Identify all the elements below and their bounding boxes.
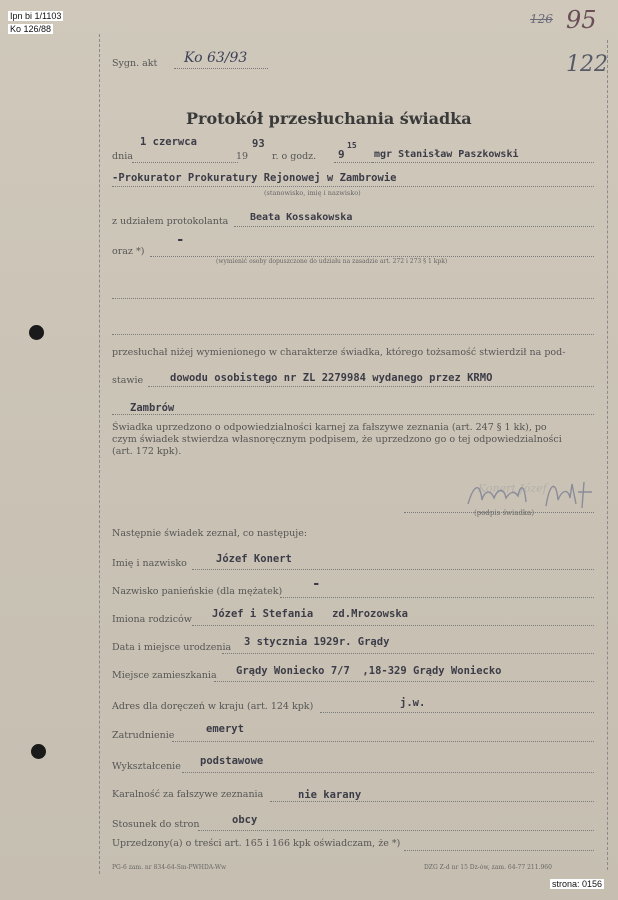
- signature-text: Konert Józef: [478, 482, 547, 495]
- field-label: Stosunek do stron: [112, 819, 200, 830]
- others-line: [150, 256, 594, 257]
- officer-role: -Prokurator Prokuratury Rejonowej w Zambrowie: [112, 172, 397, 184]
- field-line: [320, 712, 594, 713]
- officer-caption: (stanowisko, imię i nazwisko): [264, 189, 361, 197]
- field-value: podstawowe: [200, 755, 264, 767]
- field-label: Adres dla doręczeń w kraju (art. 124 kpk): [112, 701, 314, 712]
- field-value: j.w.: [400, 697, 426, 709]
- day-label: dnia: [112, 151, 133, 162]
- field-label: Nazwisko panieńskie (dla mężatek): [112, 586, 283, 597]
- basis-value: dowodu osobistego nr ZL 2279984 wydanego przez KRMO: [170, 372, 493, 384]
- field-label: Miejsce zamieszkania: [112, 670, 217, 681]
- right-margin-line: [607, 40, 608, 870]
- clerk-line: [234, 226, 594, 227]
- form-code-right: DZG Z-d nr 15 Dz-ów, zam. 64-77 211.960: [424, 864, 552, 871]
- year-value: 93: [252, 138, 265, 150]
- field-value: nie karany: [298, 789, 362, 801]
- field-label: Imię i nazwisko: [112, 558, 187, 569]
- field-label: Data i miejsce urodzenia: [112, 642, 232, 653]
- blank-line-2: [112, 334, 594, 335]
- identity-text: przesłuchał niżej wymienionego w charakterze świadka, którego tożsamość stwierdził na pod-: [112, 347, 566, 358]
- others-caption: (wymienić osoby dopuszczone do udziału na zasadzie art. 272 i 273 § 1 kpk): [216, 258, 448, 265]
- field-line: [192, 569, 594, 570]
- basis-label: stawie: [112, 375, 144, 386]
- blank-line-1: [112, 298, 594, 299]
- clerk-name: Beata Kossakowska: [250, 212, 353, 223]
- field-label: Karalność za fałszywe zeznania: [112, 789, 264, 800]
- time-line: [334, 162, 374, 163]
- date-line: [132, 162, 238, 163]
- warning-line-3: (art. 172 kpk).: [112, 446, 182, 457]
- case-number: Ko 63/93: [184, 50, 248, 66]
- field-line: [198, 830, 594, 831]
- signature-caption: (podpis świadka): [474, 509, 535, 517]
- officer-name: mgr Stanisław Paszkowski: [374, 149, 519, 160]
- officer-line: [372, 162, 594, 163]
- folio-main: 95: [566, 6, 597, 34]
- field-line: [222, 653, 594, 654]
- case-number-line: [174, 68, 268, 69]
- warning-line-1: Świadka uprzedzono o odpowiedzialności karnej za fałszywe zeznania (art. 247 § 1 kk), po: [112, 422, 547, 433]
- basis-line-2: [112, 414, 594, 415]
- time-label: r. o godz.: [272, 151, 317, 162]
- field-value: 3 stycznia 1929r. Grądy: [244, 636, 390, 648]
- others-value: -: [176, 232, 185, 248]
- others-label: oraz *): [112, 246, 145, 257]
- form-code-left: PG-6 zam. nr 834-64-Sm-PWHDA-Ww: [112, 864, 227, 871]
- punch-hole-bottom: [31, 744, 46, 759]
- field-line: [192, 625, 594, 626]
- archive-reference-1: Ipn bi 1/1103: [10, 11, 62, 21]
- folio-secondary: 122: [566, 52, 608, 77]
- field-label: Imiona rodziców: [112, 614, 192, 625]
- field-value: Józef i Stefania zd.Mrozowska: [212, 608, 408, 620]
- field-value: Józef Konert: [216, 553, 292, 565]
- field-line: [280, 597, 594, 598]
- field-value: -: [312, 576, 321, 592]
- field-line: [270, 801, 594, 802]
- officer-role-line: [112, 186, 594, 187]
- basis-line: [148, 386, 594, 387]
- clerk-label: z udziałem protokolanta: [112, 216, 229, 227]
- page-title: Protokół przesłuchania świadka: [186, 109, 472, 128]
- basis-value-cont: Zambrów: [130, 402, 175, 414]
- field-line: [182, 772, 594, 773]
- testimony-lead: Następnie świadek zeznał, co następuje:: [112, 528, 308, 539]
- warning-line-2: czym świadek stwierdza własnoręcznym podpisem, że uprzedzono go o tej odpowiedzialności: [112, 434, 562, 445]
- field-label: Wykształcenie: [112, 761, 181, 772]
- field-value: Grądy Woniecko 7/7 ,18-329 Grądy Woniecko: [236, 665, 502, 677]
- field-value: emeryt: [206, 723, 244, 735]
- left-margin-line: [99, 34, 100, 874]
- field-label: Zatrudnienie: [112, 730, 175, 741]
- witness-signature: [460, 474, 610, 514]
- page-counter: strona: 0156: [552, 879, 603, 889]
- warned-line: [404, 850, 594, 851]
- date-value: 1 czerwca: [140, 136, 197, 148]
- field-line: [172, 741, 594, 742]
- folio-crossed: 126: [530, 12, 553, 26]
- time-minutes: 15: [347, 141, 357, 150]
- field-line: [214, 681, 594, 682]
- punch-hole-top: [29, 325, 44, 340]
- time-hour: 9: [338, 148, 345, 161]
- case-number-label: Sygn. akt: [112, 58, 158, 69]
- archive-reference-2: Ko 126/88: [10, 24, 52, 34]
- year-prefix: 19: [236, 151, 249, 162]
- warned-statement: Uprzedzony(a) o treści art. 165 i 166 kpk oświadczam, że *): [112, 838, 401, 849]
- field-value: obcy: [232, 814, 258, 826]
